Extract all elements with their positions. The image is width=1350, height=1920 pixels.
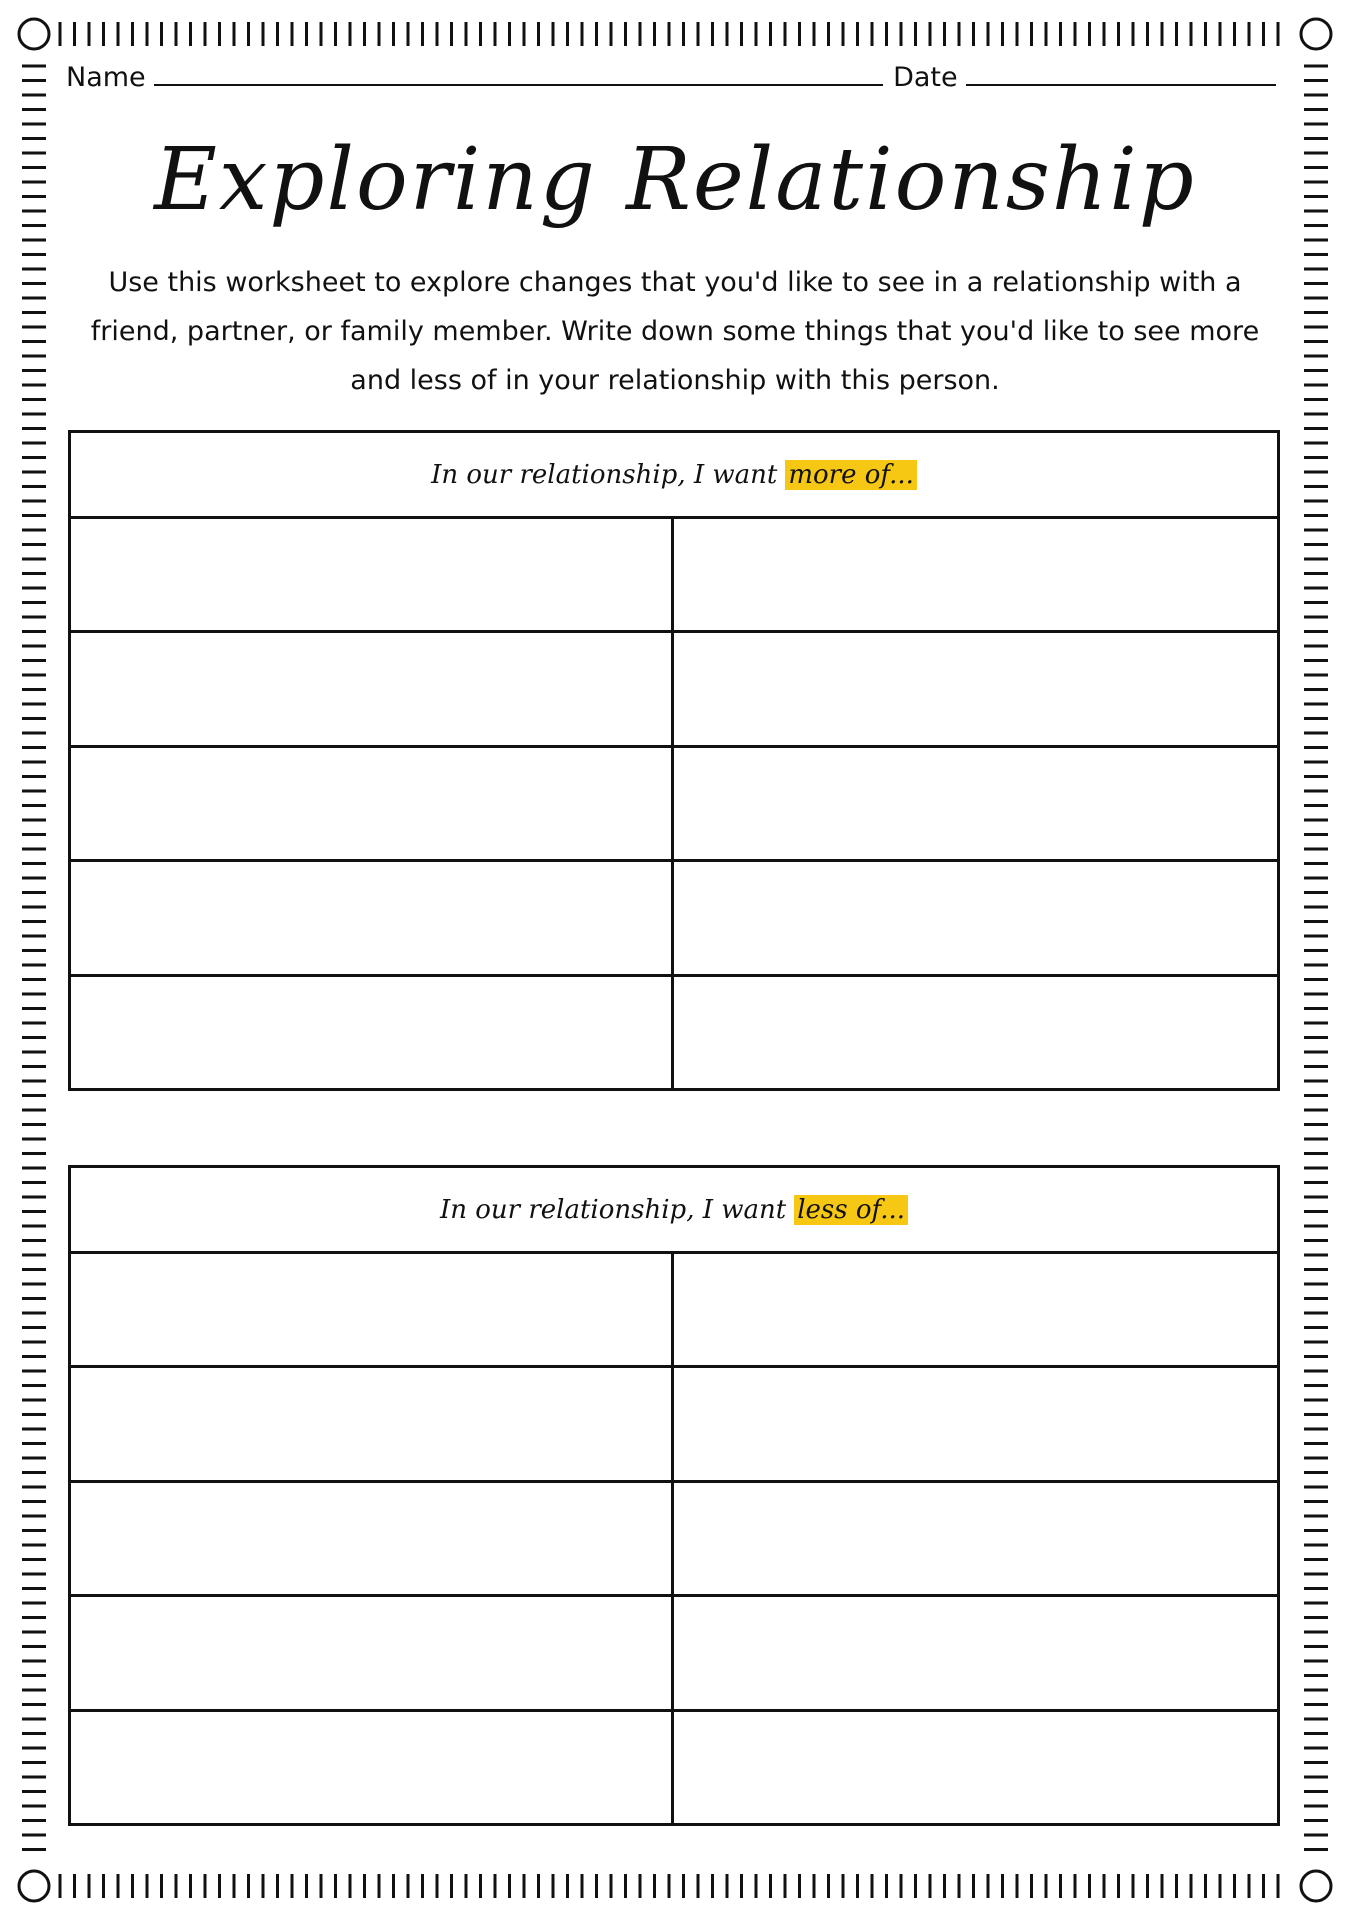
more-of-cell[interactable] bbox=[674, 633, 1277, 747]
name-date-row bbox=[66, 62, 1286, 93]
more-of-cell[interactable] bbox=[71, 748, 674, 862]
less-of-header bbox=[71, 1168, 1277, 1254]
more-of-cell[interactable] bbox=[674, 748, 1277, 862]
less-of-prompt: In our relationship, I want bbox=[439, 1194, 787, 1225]
corner-circle-icon bbox=[1301, 1871, 1331, 1901]
less-of-cell[interactable] bbox=[71, 1597, 674, 1711]
less-of-cell[interactable] bbox=[71, 1712, 674, 1826]
more-of-cell[interactable] bbox=[71, 977, 674, 1091]
more-of-cell[interactable] bbox=[71, 633, 674, 747]
name-label: Name bbox=[66, 62, 146, 93]
less-of-cell[interactable] bbox=[674, 1712, 1277, 1826]
border-right-ticks bbox=[1304, 66, 1328, 1850]
more-of-prompt: In our relationship, I want bbox=[431, 459, 778, 490]
more-of-highlight: more of... bbox=[785, 460, 917, 490]
date-label: Date bbox=[893, 62, 958, 93]
less-of-cell[interactable] bbox=[674, 1254, 1277, 1368]
less-of-cell[interactable] bbox=[71, 1483, 674, 1597]
border-top-ticks bbox=[60, 22, 1278, 46]
more-of-header bbox=[71, 433, 1277, 519]
less-of-cell[interactable] bbox=[674, 1368, 1277, 1482]
more-of-cell[interactable] bbox=[674, 977, 1277, 1091]
date-field-line[interactable] bbox=[966, 62, 1276, 86]
more-of-cell[interactable] bbox=[71, 862, 674, 976]
more-of-cell[interactable] bbox=[674, 862, 1277, 976]
less-of-section bbox=[68, 1165, 1280, 1826]
less-of-cell[interactable] bbox=[71, 1368, 674, 1482]
less-of-grid bbox=[71, 1254, 1277, 1826]
worksheet-instructions: Use this worksheet to explore changes that you'd like to see in a relationship with a friend, partner, or family member. Write down some things that you'd like to see more and less of in your relationship with this person. bbox=[90, 267, 1260, 396]
border-left-ticks bbox=[22, 66, 46, 1850]
less-of-highlight: less of... bbox=[794, 1195, 908, 1225]
more-of-cell[interactable] bbox=[71, 519, 674, 633]
less-of-cell[interactable] bbox=[71, 1254, 674, 1368]
less-of-cell[interactable] bbox=[674, 1597, 1277, 1711]
corner-circle-icon bbox=[19, 19, 49, 49]
name-field-line[interactable] bbox=[154, 62, 883, 86]
corner-circle-icon bbox=[1301, 19, 1331, 49]
more-of-cell[interactable] bbox=[674, 519, 1277, 633]
more-of-grid bbox=[71, 519, 1277, 1091]
border-bottom-ticks bbox=[60, 1874, 1278, 1898]
worksheet-title: Exploring Relationship bbox=[154, 130, 1196, 230]
corner-circle-icon bbox=[19, 1871, 49, 1901]
more-of-section bbox=[68, 430, 1280, 1091]
less-of-cell[interactable] bbox=[674, 1483, 1277, 1597]
